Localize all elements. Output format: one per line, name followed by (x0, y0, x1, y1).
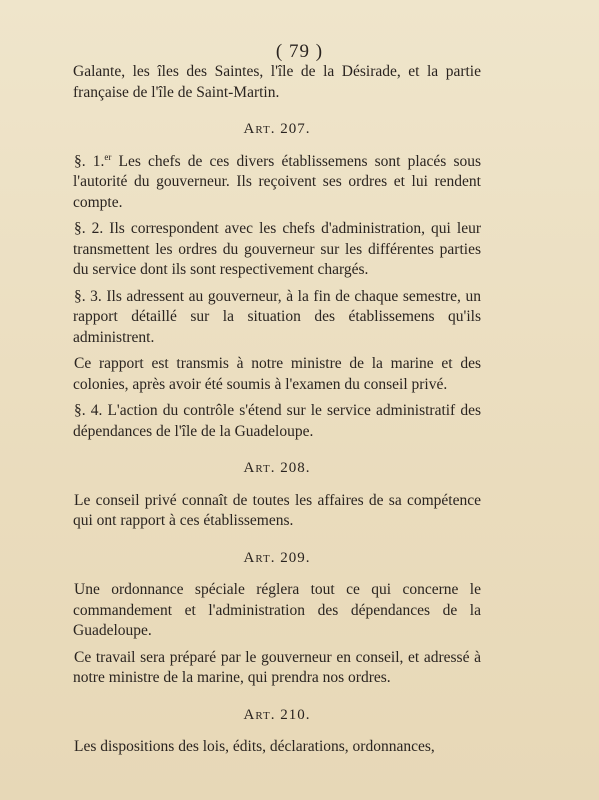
ordinal-superscript: er (104, 151, 112, 162)
section-text: Les chefs de ces divers établissemens sont placés sous l'autorité du gouverneur. Ils reçoivent ses ordres et lui rendent compte. (73, 152, 482, 211)
section-number: §. 1. (74, 152, 105, 170)
paragraph-art207-s4: §. 4. L'action du contrôle s'étend sur le service administratif des dépendances de l'île de la Guadeloupe. (73, 402, 481, 440)
paragraph: Ce rapport est transmis à notre ministre de la marine et des colonies, après avoir été soumis à l'examen du conseil privé. (73, 355, 481, 393)
article-heading-210: Art. 210. (243, 706, 311, 723)
body-text (73, 62, 481, 758)
article-heading-209: Art. 209. (243, 549, 311, 566)
paragraph-art207-s2: §. 2. Ils correspondent avec les chefs d'administration, qui leur transmettent les ordres du gouverneur sur les différentes parties du service dont ils sont respectivement chargés. (73, 220, 481, 278)
paragraph: Ce travail sera préparé par le gouverneur en conseil, et adressé à notre ministre de la marine, qui prendra nos ordres. (73, 648, 481, 686)
page-number: ( 79 ) (275, 41, 324, 62)
paragraph: Le conseil privé connaît de toutes les affaires de sa compétence qui ont rapport à ces établissemens. (73, 491, 481, 529)
paragraph: Les dispositions des lois, édits, déclarations, ordonnances, (74, 738, 435, 755)
article-heading-208: Art. 208. (243, 460, 311, 476)
paragraph: Une ordonnance spéciale réglera tout ce qui concerne le commandement et l'administration des dépendances de la Guadeloupe. (73, 581, 481, 639)
paragraph-art207-s3: §. 3. Ils adressent au gouverneur, à la fin de chaque semestre, un rapport détaillé sur la situation des établissemens qu'ils administrent. (73, 287, 481, 346)
article-heading-207: Art. 207. (243, 121, 311, 137)
paragraph: Galante, les îles des Saintes, l'île de la Désirade, et la partie française de l'île de Saint-Martin. (73, 63, 481, 101)
paragraph-art207-s1 (73, 152, 481, 214)
